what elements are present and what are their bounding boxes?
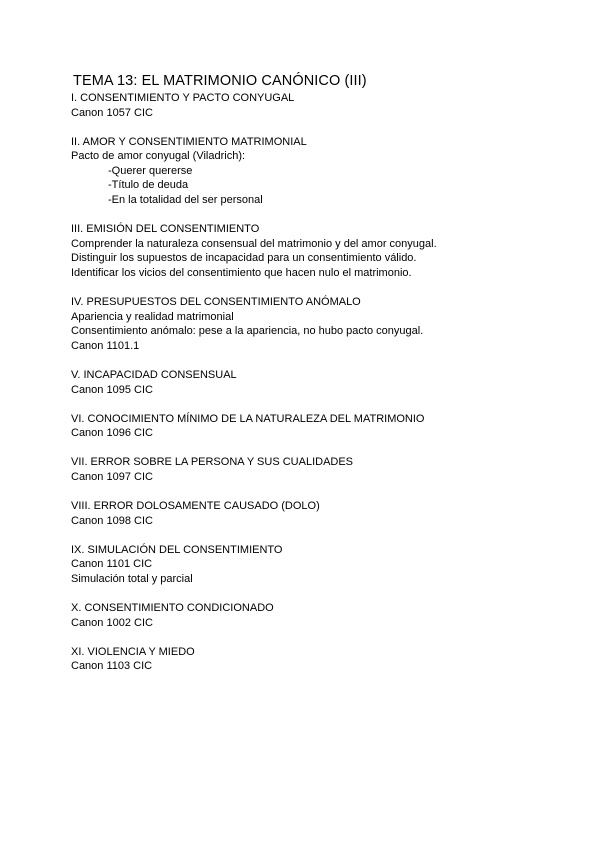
section-heading: XI. VIOLENCIA Y MIEDO xyxy=(71,645,195,658)
section-heading: I. CONSENTIMIENTO Y PACTO CONYUGAL xyxy=(71,92,295,104)
section-line: Canon 1101 CIC xyxy=(71,558,153,571)
section xyxy=(71,499,581,528)
section-heading: X. CONSENTIMIENTO CONDICIONADO xyxy=(71,601,274,614)
section-line: Canon 1057 CIC xyxy=(71,106,153,119)
section-heading: IX. SIMULACIÓN DEL CONSENTIMIENTO xyxy=(71,543,283,556)
section xyxy=(71,412,581,441)
section-line: Pacto de amor conyugal (Viladrich): xyxy=(71,150,246,163)
section-heading: VIII. ERROR DOLOSAMENTE CAUSADO (DOLO) xyxy=(71,499,320,512)
section xyxy=(71,601,581,630)
section-line: Apariencia y realidad matrimonial xyxy=(71,310,234,323)
section-line: Distinguir los supuestos de incapacidad para un consentimiento válido. xyxy=(71,252,417,265)
section-line: Consentimiento anómalo: pese a la apariencia, no hubo pacto conyugal. xyxy=(71,325,424,338)
section-line: Canon 1096 CIC xyxy=(71,427,153,440)
section-line: Canon 1098 CIC xyxy=(71,514,153,527)
section-line: Simulación total y parcial xyxy=(71,572,193,585)
section-line: Canon 1103 CIC xyxy=(71,660,153,673)
section-heading: II. AMOR Y CONSENTIMIENTO MATRIMONIAL xyxy=(71,135,307,148)
section-heading: IV. PRESUPUESTOS DEL CONSENTIMIENTO ANÓMALO xyxy=(71,296,361,309)
section xyxy=(71,645,581,674)
document-title: TEMA 13: EL MATRIMONIO CANÓNICO (III) xyxy=(73,73,367,89)
section xyxy=(71,135,581,208)
section-line: Canon 1101.1 xyxy=(71,339,140,352)
section xyxy=(71,91,581,120)
section-heading: VII. ERROR SOBRE LA PERSONA Y SUS CUALIDADES xyxy=(71,456,354,469)
sections-container xyxy=(71,91,581,674)
section xyxy=(71,455,581,484)
section xyxy=(71,543,581,587)
section-heading: III. EMISIÓN DEL CONSENTIMIENTO xyxy=(71,223,260,236)
section-line: Canon 1097 CIC xyxy=(71,470,153,483)
document-content xyxy=(71,72,581,688)
list-item: -Querer quererse xyxy=(108,164,193,177)
section-line: Canon 1095 CIC xyxy=(71,383,153,396)
list-item: -Título de deuda xyxy=(108,179,189,192)
section-heading: V. INCAPACIDAD CONSENSUAL xyxy=(71,368,237,381)
list-item: -En la totalidad del ser personal xyxy=(108,194,263,207)
section xyxy=(71,368,581,397)
section-line: Identificar los vicios del consentimiento que hacen nulo el matrimonio. xyxy=(71,266,412,279)
section-line: Canon 1002 CIC xyxy=(71,616,153,629)
section xyxy=(71,295,581,353)
section-heading: VI. CONOCIMIENTO MÍNIMO DE LA NATURALEZA DEL MATRIMONIO xyxy=(71,412,425,425)
section xyxy=(71,222,581,280)
section-line: Comprender la naturaleza consensual del matrimonio y del amor conyugal. xyxy=(71,237,437,250)
